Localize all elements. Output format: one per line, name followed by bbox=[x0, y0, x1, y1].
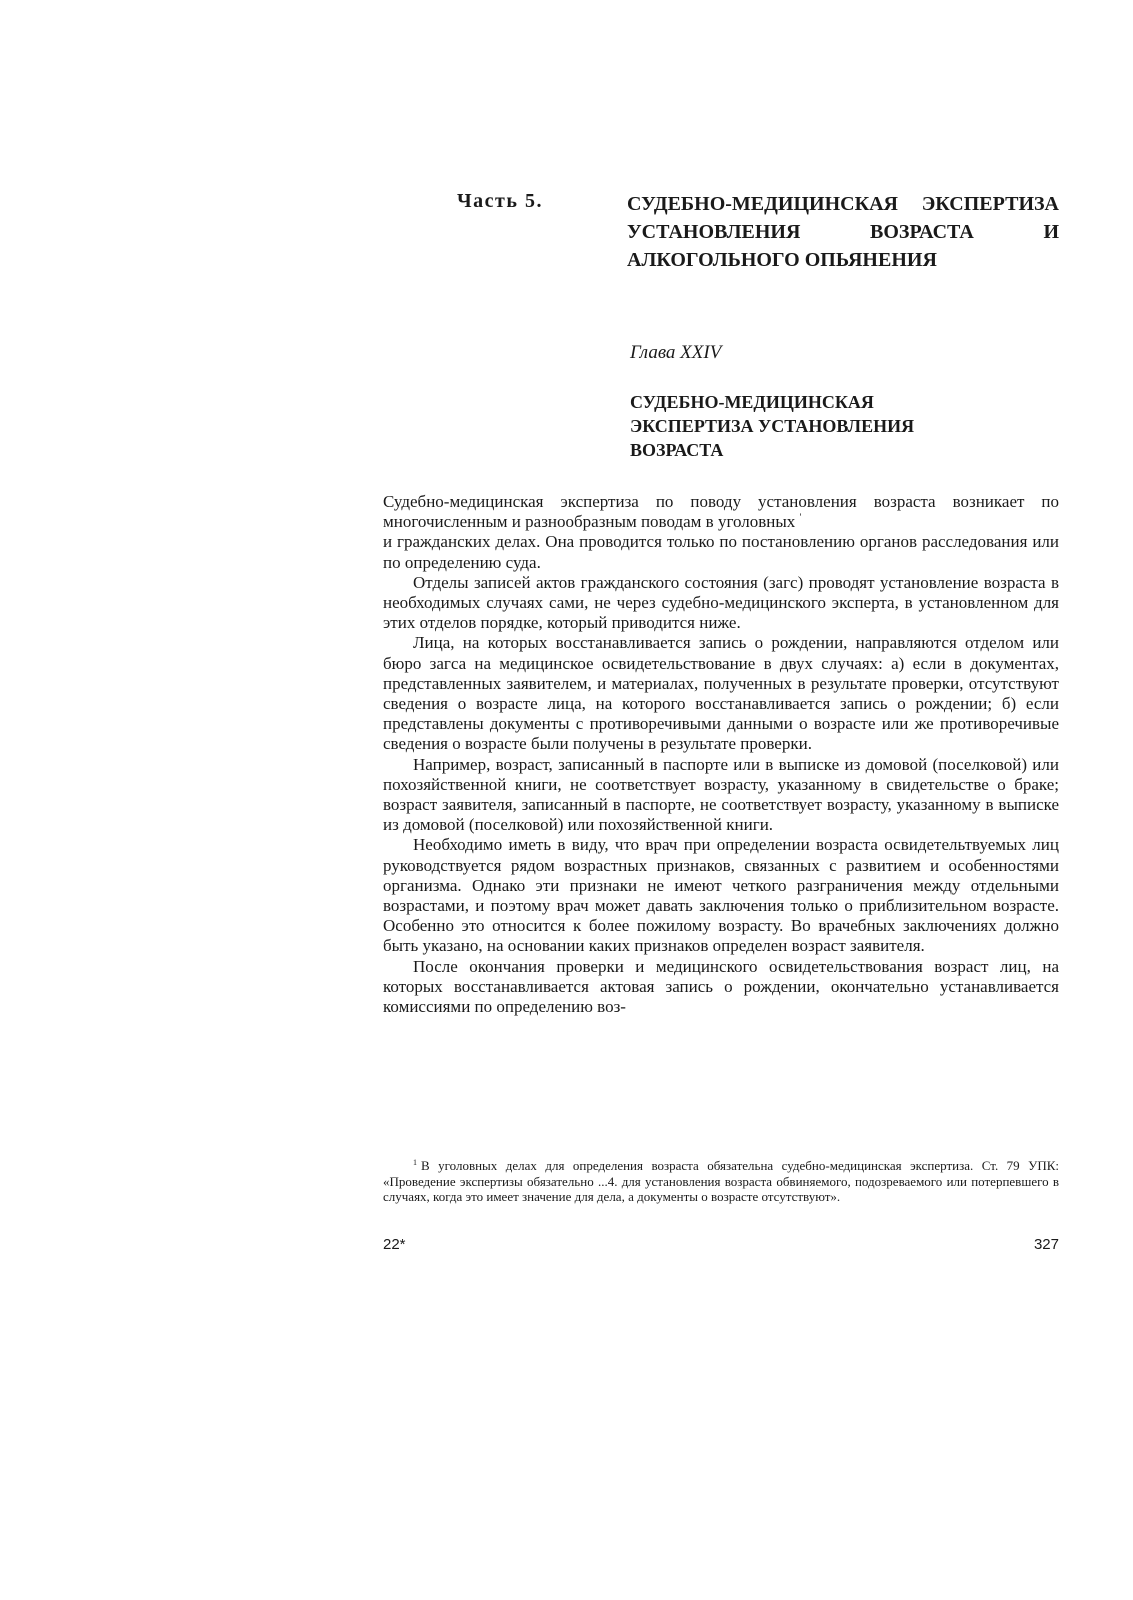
footnote-paragraph bbox=[383, 1158, 1059, 1205]
paragraph bbox=[383, 492, 1059, 532]
paragraph: Например, возраст, записанный в паспорте или в выписке из домовой (поселковой) или похозяйственной книги, не соответствует возрасту, указанному в свидетельстве о браке; возраст заявителя, записанный в паспорте, не соответствует возрасту, указанному в выписке из домовой (поселковой) или похозяйственной книги. bbox=[383, 754, 1059, 835]
footnote-mark: 1 bbox=[413, 1157, 417, 1167]
footnote bbox=[383, 1158, 1059, 1205]
paragraph-text: Судебно-медицинская экспертиза по поводу установления возраста возникает по многочисленным и разнообразным поводам в уголовных bbox=[383, 492, 1059, 532]
paragraph: После окончания проверки и медицинского освидетельствования возраст лиц, на которых восстанавливается актовая запись о рождении, окончательно устанавливается комиссиями по определению воз- bbox=[383, 956, 1059, 1017]
chapter-title: СУДЕБНО-МЕДИЦИНСКАЯ ЭКСПЕРТИЗА УСТАНОВЛЕНИЯ ВОЗРАСТА bbox=[630, 392, 915, 460]
paragraph: Лица, на которых восстанавливается запись о рождении, направляются отделом или бюро загса на медицинское освидетельствование в двух случаях: а) если в документах, представленных заявителем, и материалах, полученных в результате проверки, отсутствуют сведения о возрасте лица, на которого восстанавливается запись о рождении; б) если представлены документы с противоречивыми данными о возрасте или же противоречивые сведения о возрасте были получены в результате проверки. bbox=[383, 633, 1059, 754]
paragraph: и гражданских делах. Она проводится только по постановлению органов расследования или по определению суда. bbox=[383, 532, 1059, 572]
body-text bbox=[383, 492, 1059, 1017]
part-label: Часть 5. bbox=[457, 190, 543, 212]
footnote-text: В уголовных делах для определения возраста обязательна судебно-медицинская экспертиза. Ст. 79 УПК: «Проведение экспертизы обязательно ...4. для установления возраста обвиняемого, подозреваемого или потерпевшего в случаях, когда это имеет значение для дела, а документы о возрасте отсутствуют». bbox=[383, 1158, 1059, 1204]
part-title: СУДЕБНО-МЕДИЦИНСКАЯ ЭКСПЕРТИЗА УСТАНОВЛЕНИЯ ВОЗРАСТА И АЛКОГОЛЬНОГО ОПЬЯНЕНИЯ bbox=[627, 193, 1059, 271]
paragraph: Отделы записей актов гражданского состояния (загс) проводят установление возраста в необходимых случаях сами, не через судебно-медицинского эксперта, в установленном для этих отделов порядке, который приводится ниже. bbox=[383, 572, 1059, 633]
page-number: 327 bbox=[1033, 1236, 1059, 1253]
signature-mark: 22* bbox=[383, 1236, 406, 1253]
chapter-label: Глава XXIV bbox=[630, 342, 722, 363]
paragraph: Необходимо иметь в виду, что врач при определении возраста освидетельтвуемых лиц руководствуется рядом возрастных признаков, связанных с развитием и особенностями организма. Однако эти признаки не имеют четкого разграничения между отдельными возрастами, и поэтому врач может давать заключения только о приблизительном возрасте. Особенно это относится к более пожилому возрасту. Во врачебных заключениях должно быть указано, на основании каких признаков определен возраст заявителя. bbox=[383, 835, 1059, 956]
footnote-reference: ' bbox=[799, 512, 802, 524]
